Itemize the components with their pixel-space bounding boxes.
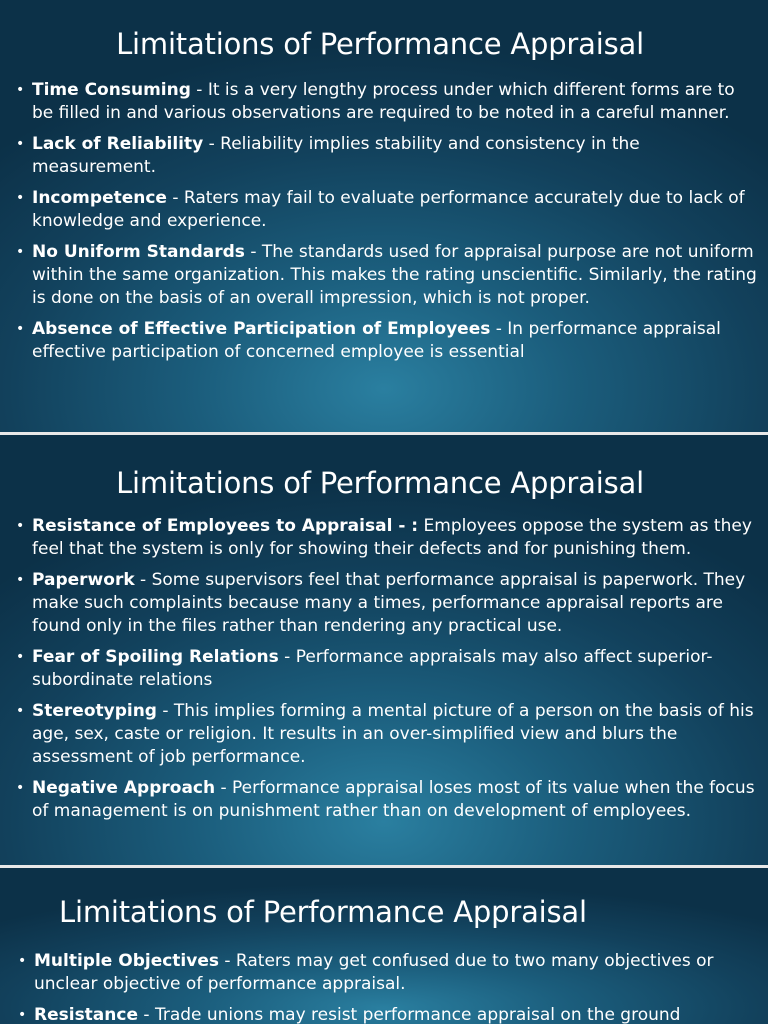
list-item xyxy=(16,700,758,769)
item-text: - Raters may get confused due to two many objectives or unclear objective of performance appraisal. xyxy=(34,951,714,994)
list-item xyxy=(16,318,758,364)
item-term: Resistance xyxy=(34,1005,138,1024)
list-item xyxy=(16,187,758,233)
item-text: - The standards used for appraisal purpose are not uniform within the same organization. This makes the rating unscientific. Similarly, the rating is done on the basis of an overall impression, which is not proper. xyxy=(32,242,757,308)
list-item xyxy=(16,241,758,310)
list-item xyxy=(18,1004,758,1024)
item-text: Employees oppose the system as they feel that the system is only for showing their defects and for punishing them. xyxy=(32,516,752,559)
item-term: Absence of Effective Participation of Employees xyxy=(32,319,491,339)
item-term: Paperwork xyxy=(32,570,135,590)
item-text: - Performance appraisal loses most of its value when the focus of management is on punishment rather than on development of employees. xyxy=(32,778,755,821)
slide-title: Limitations of Performance Appraisal xyxy=(116,466,644,500)
item-text: - Raters may fail to evaluate performance accurately due to lack of knowledge and experience. xyxy=(32,188,745,231)
bullet-icon: • xyxy=(18,953,27,969)
item-term: No Uniform Standards xyxy=(32,242,245,262)
item-term: Negative Approach xyxy=(32,778,216,798)
bullet-icon: • xyxy=(16,190,25,206)
bullet-list xyxy=(16,515,758,831)
bullet-icon: • xyxy=(16,780,25,796)
slide-title: Limitations of Performance Appraisal xyxy=(116,27,644,61)
item-text: - Trade unions may resist performance appraisal on the ground xyxy=(138,1005,681,1024)
item-term: Time Consuming xyxy=(32,80,191,100)
bullet-icon: • xyxy=(16,572,25,588)
slide-1 xyxy=(0,0,768,432)
item-term: Lack of Reliability xyxy=(32,134,204,154)
bullet-icon: • xyxy=(16,518,25,534)
item-term: Fear of Spoiling Relations xyxy=(32,647,279,667)
list-item xyxy=(16,646,758,692)
item-term: Multiple Objectives xyxy=(34,951,219,971)
item-text: - Some supervisors feel that performance appraisal is paperwork. They make such complaints because many a times, performance appraisal reports are found only in the files rather than rendering any practical use. xyxy=(32,570,746,636)
bullet-icon: • xyxy=(16,703,25,719)
list-item xyxy=(16,133,758,179)
bullet-icon: • xyxy=(16,244,25,260)
slide-title: Limitations of Performance Appraisal xyxy=(59,895,587,929)
bullet-icon: • xyxy=(16,136,25,152)
item-term: Incompetence xyxy=(32,188,167,208)
item-text: - It is a very lengthy process under which different forms are to be filled in and various observations are required to be noted in a careful manner. xyxy=(32,80,735,123)
list-item xyxy=(16,777,758,823)
item-term: Resistance of Employees to Appraisal - : xyxy=(32,516,419,536)
bullet-icon: • xyxy=(16,321,25,337)
list-item xyxy=(16,79,758,125)
slide-2 xyxy=(0,435,768,865)
list-item xyxy=(16,569,758,638)
item-term: Stereotyping xyxy=(32,701,157,721)
item-text: - In performance appraisal effective participation of concerned employee is essential xyxy=(32,319,721,362)
bullet-icon: • xyxy=(18,1007,27,1023)
bullet-icon: • xyxy=(16,82,25,98)
list-item xyxy=(16,515,758,561)
list-item xyxy=(18,950,758,996)
bullet-list xyxy=(16,79,758,372)
item-text: - This implies forming a mental picture of a person on the basis of his age, sex, caste or religion. It results in an over-simplified view and blurs the assessment of job performance. xyxy=(32,701,754,767)
item-text: - Reliability implies stability and consistency in the measurement. xyxy=(32,134,640,177)
item-text: - Performance appraisals may also affect superior-subordinate relations xyxy=(32,647,713,690)
bullet-list xyxy=(18,950,758,1024)
slide-3 xyxy=(0,868,768,1024)
bullet-icon: • xyxy=(16,649,25,665)
